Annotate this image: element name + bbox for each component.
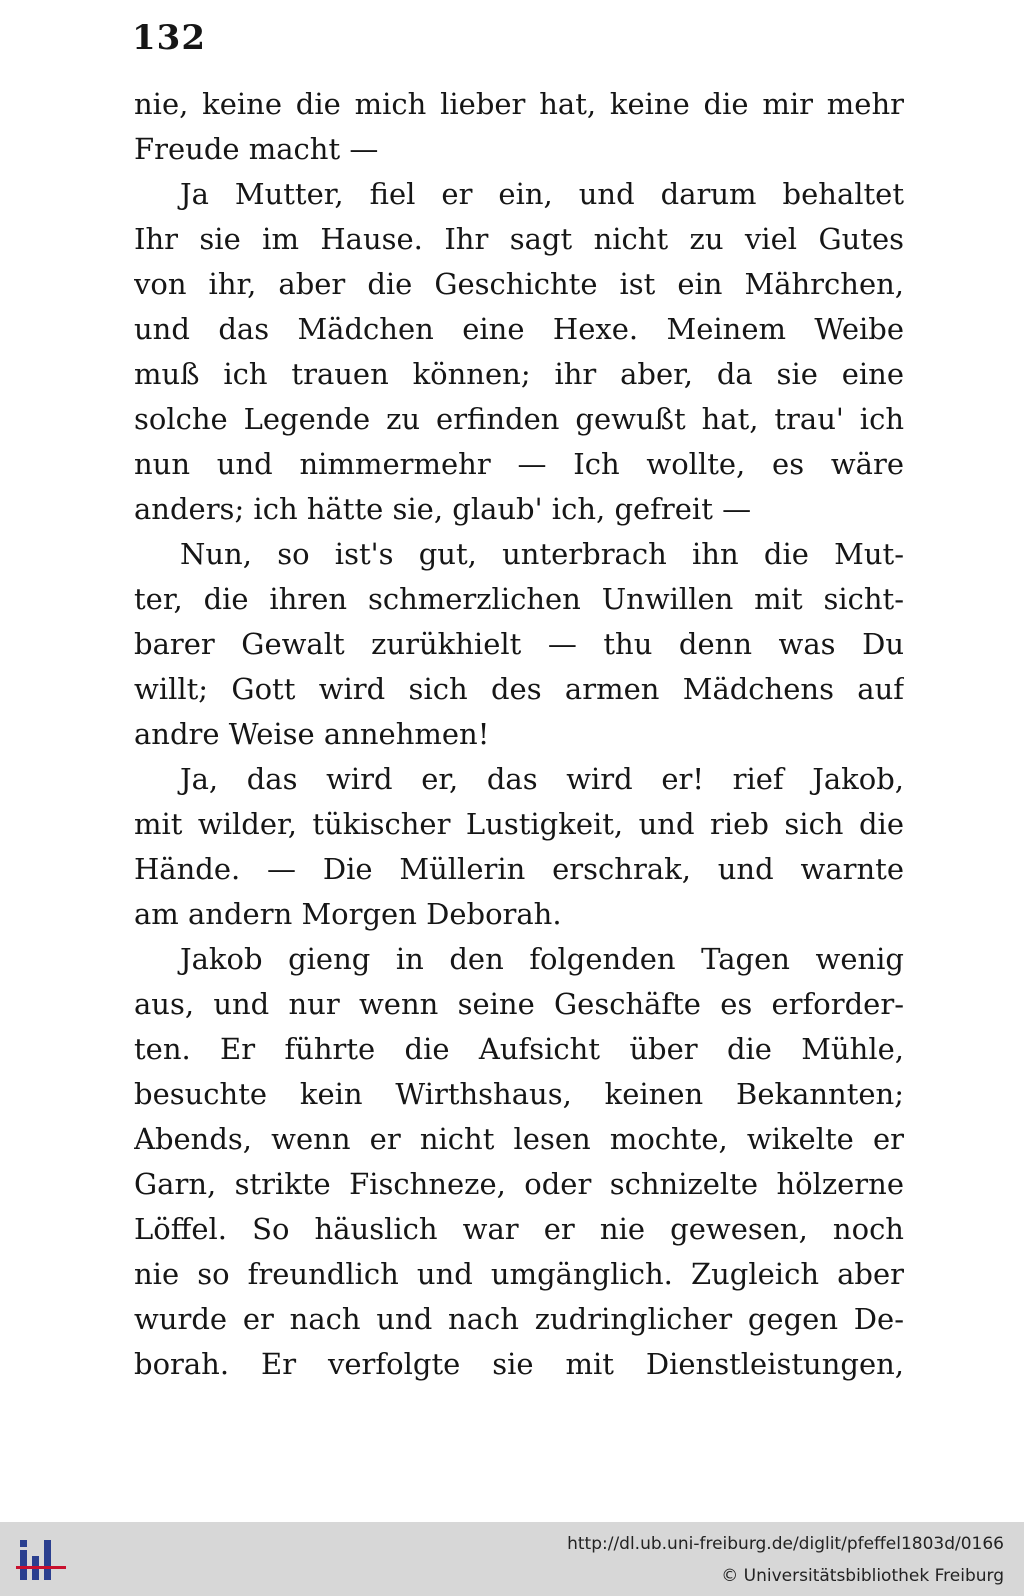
ub-freiburg-logo-icon — [16, 1536, 66, 1584]
text-line: Löffel. So häuslich war er nie gewesen, noch — [134, 1212, 904, 1246]
text-line: anders; ich hätte sie, glaub' ich, gefreit — — [134, 492, 752, 526]
text-line: Freude macht — — [134, 132, 379, 166]
text-line: Hände. — Die Müllerin erschrak, und warnte — [134, 852, 904, 886]
text-line: nie, keine die mich lieber hat, keine die mir mehr — [134, 87, 904, 121]
text-line: und das Mädchen eine Hexe. Meinem Weibe — [134, 312, 904, 346]
text-line: willt; Gott wird sich des armen Mädchens auf — [134, 672, 904, 706]
text-line: Ja, das wird er, das wird er! rief Jakob, — [180, 762, 904, 796]
text-line: mit wilder, tükischer Lustigkeit, und rieb sich die — [134, 807, 904, 841]
text-line: andre Weise annehmen! — [134, 717, 490, 751]
text-line: ten. Er führte die Aufsicht über die Mühle, — [134, 1032, 904, 1066]
source-url[interactable]: http://dl.ub.uni-freiburg.de/diglit/pfeffel1803d/0166 — [567, 1534, 1004, 1554]
text-line: nie so freundlich und umgänglich. Zugleich aber — [134, 1257, 904, 1291]
page-text — [134, 82, 904, 1387]
text-line: am andern Morgen Deborah. — [134, 897, 562, 931]
text-line: borah. Er verfolgte sie mit Dienstleistungen, — [134, 1347, 904, 1381]
page-number: 132 — [132, 18, 206, 58]
text-line: solche Legende zu erfinden gewußt hat, trau' ich — [134, 402, 904, 436]
text-line: Ja Mutter, fiel er ein, und darum behaltet — [180, 177, 904, 211]
viewer-footer — [0, 1522, 1024, 1596]
text-line: wurde er nach und nach zudringlicher gegen De- — [134, 1302, 904, 1336]
copyright-text: © Universitätsbibliothek Freiburg — [721, 1566, 1004, 1586]
text-line: ter, die ihren schmerzlichen Unwillen mit sicht- — [134, 582, 904, 616]
text-line: Nun, so ist's gut, unterbrach ihn die Mut- — [180, 537, 904, 571]
text-line: von ihr, aber die Geschichte ist ein Mährchen, — [134, 267, 904, 301]
text-line: Abends, wenn er nicht lesen mochte, wikelte er — [134, 1122, 904, 1156]
text-line: Jakob gieng in den folgenden Tagen wenig — [180, 942, 904, 976]
text-line: nun und nimmermehr — Ich wollte, es wäre — [134, 447, 904, 481]
text-line: Garn, strikte Fischneze, oder schnizelte hölzerne — [134, 1167, 904, 1201]
text-line: besuchte kein Wirthshaus, keinen Bekannten; — [134, 1077, 904, 1111]
text-line: Ihr sie im Hause. Ihr sagt nicht zu viel Gutes — [134, 222, 904, 256]
text-line: muß ich trauen können; ihr aber, da sie eine — [134, 357, 904, 391]
text-line: aus, und nur wenn seine Geschäfte es erforder- — [134, 987, 904, 1021]
text-line: barer Gewalt zurükhielt — thu denn was Du — [134, 627, 904, 661]
